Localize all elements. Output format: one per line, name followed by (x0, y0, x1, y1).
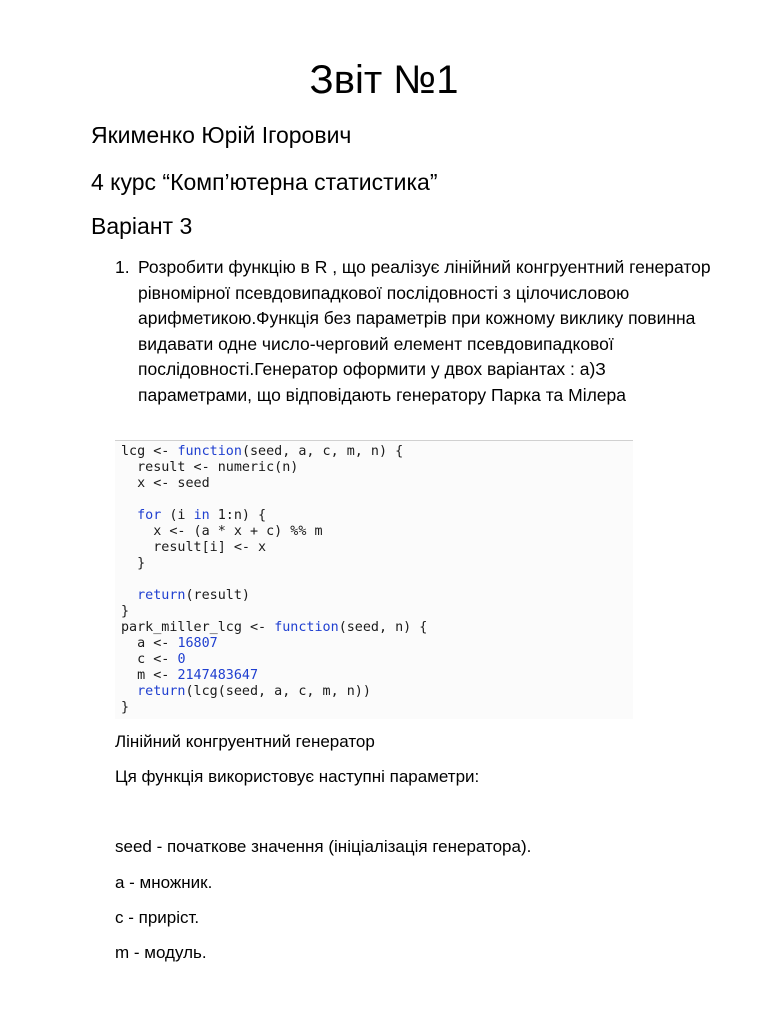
code-line (121, 508, 633, 524)
code-token: (lcg(seed, a, c, m, n)) (185, 684, 371, 699)
task-number: 1. (115, 257, 130, 277)
code-token: } (121, 556, 146, 571)
code-token: x <- seed (121, 476, 210, 491)
param-m: m - модуль. (115, 943, 207, 962)
code-line (121, 588, 633, 604)
code-line (121, 556, 633, 572)
code-token: return (137, 684, 186, 699)
params-intro: Ця функція використовує наступні параметри: (115, 767, 480, 786)
code-token: 16807 (177, 636, 218, 651)
variant-line: Варіант 3 (91, 213, 193, 239)
param-seed: seed - початкове значення (ініціалізація генератора). (115, 837, 532, 856)
task-item (115, 255, 715, 408)
code-token: result[i] <- x (121, 540, 267, 555)
code-token: 1:n) { (209, 508, 267, 523)
code-token: } (121, 604, 130, 619)
param-a: a - множник. (115, 873, 213, 892)
code-token: c <- (121, 652, 178, 667)
code-line (121, 444, 633, 460)
task-text: Розробити функцію в R , що реалізує лінійний конгруентний генератор рівномірної псевдовипадкової послідовності з цілочисловою арифметикою.Функція без параметрів при кожному виклику повинна видавати одне число-черговий елемент псевдовипадкової послідовності.Генератор оформити у двох варіантах : а)З параметрами, що відповідають генератору Парка та Мілера (138, 257, 711, 405)
code-token: } (121, 700, 130, 715)
code-line (121, 700, 633, 716)
code-token (121, 684, 137, 699)
code-line (121, 668, 633, 684)
code-token: park_miller_lcg <- (121, 620, 275, 635)
code-line (121, 684, 633, 700)
code-token: (result) (185, 588, 250, 603)
code-token: (seed, n) { (338, 620, 428, 635)
code-token: in (193, 508, 210, 523)
param-c: c - приріст. (115, 908, 200, 927)
code-token: x <- (a * x + c) %% m (121, 524, 323, 539)
code-token: return (137, 588, 186, 603)
code-token: function (274, 620, 339, 635)
code-line (121, 476, 633, 492)
code-token: result <- numeric(n) (121, 460, 299, 475)
code-token: a <- (121, 636, 178, 651)
code-line (121, 572, 633, 588)
author-name: Якименко Юрій Ігорович (91, 122, 352, 148)
code-token: (i (161, 508, 194, 523)
code-line (121, 524, 633, 540)
section-heading: Лінійний конгруентний генератор (115, 732, 375, 751)
code-token: function (177, 444, 242, 459)
code-token: 2147483647 (177, 668, 259, 683)
document-title: Звіт №1 (309, 58, 459, 102)
code-token: m <- (121, 668, 178, 683)
code-line (121, 652, 633, 668)
code-line (121, 604, 633, 620)
code-token: 0 (177, 652, 186, 667)
code-line (121, 460, 633, 476)
code-token: lcg <- (121, 444, 178, 459)
code-listing (115, 441, 633, 716)
code-line (121, 620, 633, 636)
code-token (121, 508, 137, 523)
code-line (121, 636, 633, 652)
code-screenshot (115, 440, 633, 719)
code-token: for (137, 508, 162, 523)
course-line: 4 курс “Комп’ютерна статистика” (91, 169, 438, 195)
code-token (121, 588, 137, 603)
code-line (121, 540, 633, 556)
code-token: (seed, a, c, m, n) { (241, 444, 404, 459)
code-line (121, 492, 633, 508)
